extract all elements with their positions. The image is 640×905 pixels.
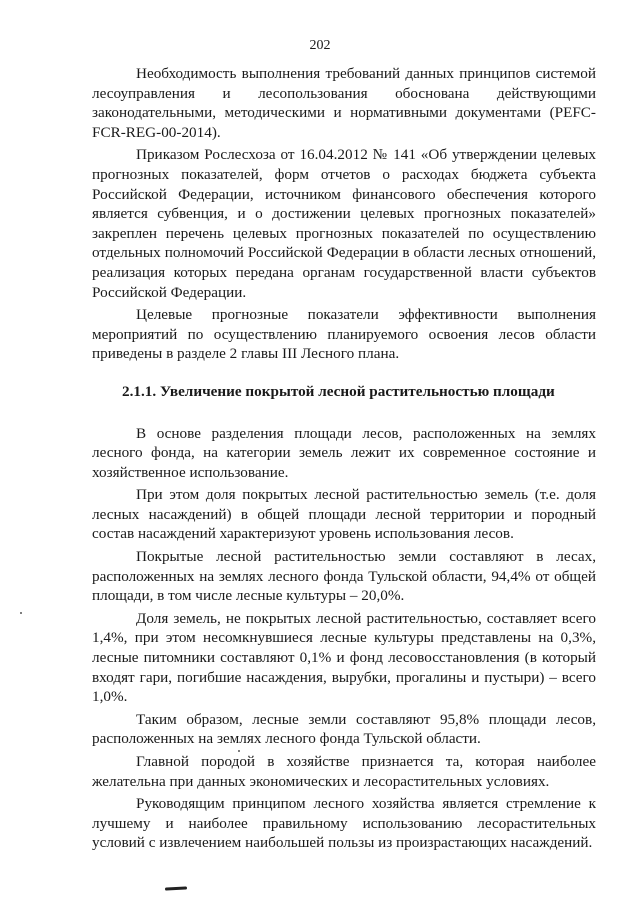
paragraph: Доля земель, не покрытых лесной растительностью, составляет всего 1,4%, при этом несомкнувшиеся лесные культуры представлены на 0,3%, лесные питомники составляют 0,1% и фонд лесовосстановления (в который входят гари, погибшие насаждения, вырубки, прогалины и пустыри) – всего 1,0%. [92,609,596,706]
paragraph: При этом доля покрытых лесной растительностью земель (т.е. доля лесных насаждений) в общей площади лесной территории и породный состав насаждений характеризуют уровень использования лесов. [92,486,596,543]
page-number: 202 [309,38,331,53]
paragraph: Таким образом, лесные земли составляют 95,8% площади лесов, расположенных на землях лесного фонда Тульской области. [92,710,596,748]
scan-speck [20,612,22,614]
paragraph: Руководящим принципом лесного хозяйства является стремление к лучшему и наиболее правильному использованию лесорастительных условий с извлечением наибольшей пользы из произрастающих насаждений. [92,795,596,852]
section-heading: 2.1.1. Увеличение покрытой лесной растительностью площади [122,382,555,400]
paragraph: Приказом Рослесхоза от 16.04.2012 № 141 «Об утверждении целевых прогнозных показателей, форм отчетов о расходах бюджета субъекта Российской Федерации, источником финансового обеспечения которого является субвенция, и о достижении целевых прогнозных показателей» закреплен перечень целевых прогнозных показателей по осуществлению отдельных полномочий Российской Федерации в области лесных отношений, реализация которых передана органам государственной власти субъектов Российской Федерации. [92,146,596,301]
paragraph: Покрытые лесной растительностью земли составляют в лесах, расположенных на землях лесного фонда Тульской области, 94,4% от общей площади, в том числе лесные культуры – 20,0%. [92,548,596,605]
scan-artifact-mark [165,886,187,890]
paragraph: Главной породой в хозяйстве признается та, которая наиболее желательна при данных экономических и лесорастительных условиях. [92,753,596,790]
paragraph: Целевые прогнозные показатели эффективности выполнения мероприятий по осуществлению планируемого освоения лесов области приведены в разделе 2 главы III Лесного плана. [92,306,596,363]
paragraph: В основе разделения площади лесов, расположенных на землях лесного фонда, на категории земель лежит их современное состояние и хозяйственное использование. [92,424,596,481]
scan-speck [238,750,240,752]
paragraph: Необходимость выполнения требований данных принципов системой лесоуправления и лесопользования обоснована действующими законодательными, методическими и нормативными документами (PEFC-FCR-REG-00-2014). [92,65,596,141]
document-body [92,64,596,853]
